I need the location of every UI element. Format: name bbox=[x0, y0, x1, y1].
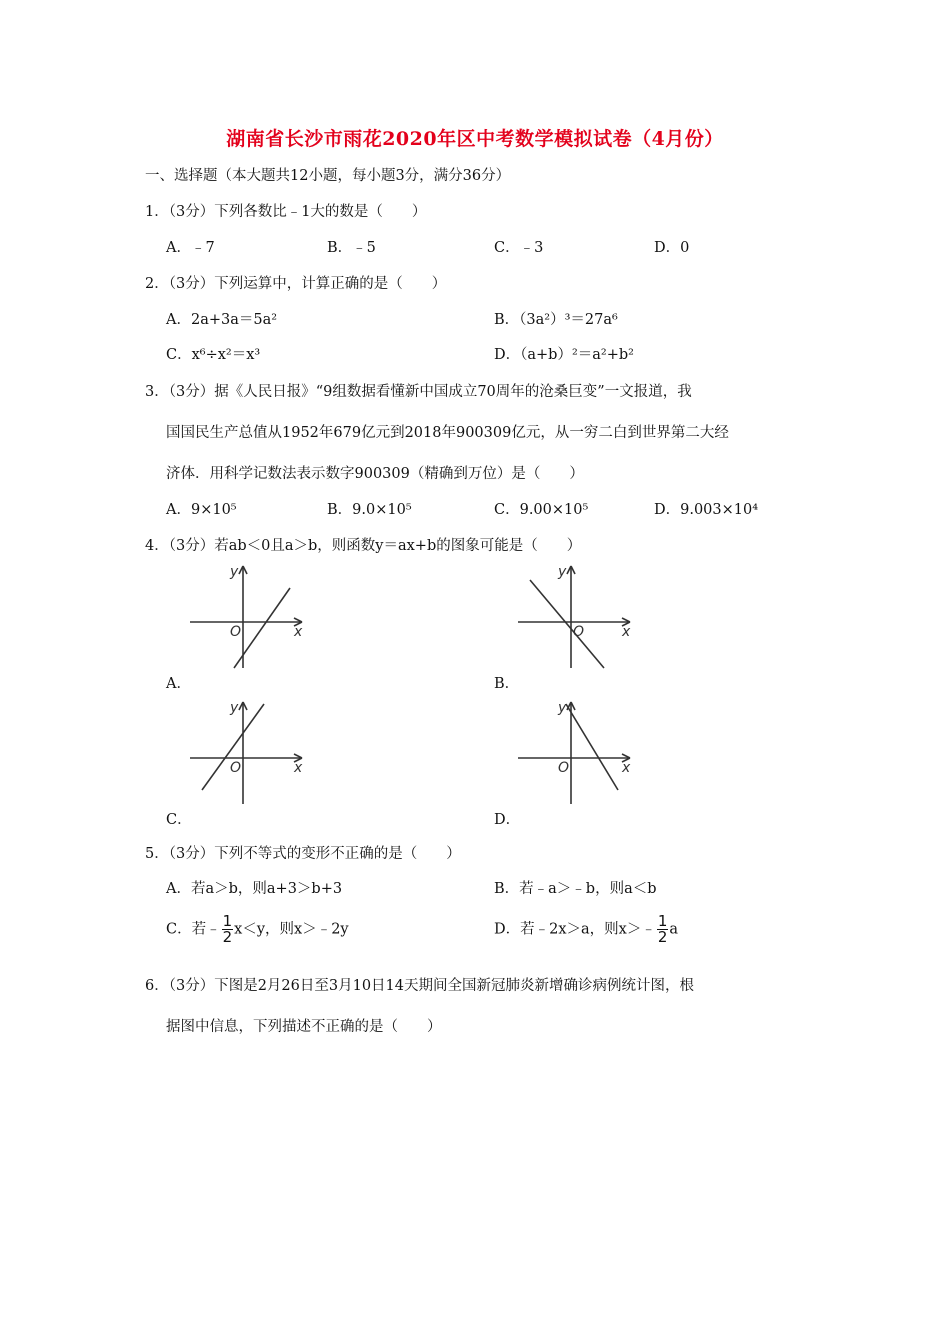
q4-option-b-label: B． bbox=[494, 676, 520, 692]
graph-a bbox=[186, 560, 316, 672]
q5-option-c bbox=[166, 914, 349, 945]
page-title: 湖南省长沙市雨花2020年区中考数学模拟试卷（4月份） bbox=[226, 128, 724, 150]
function-line bbox=[202, 704, 264, 790]
question-6-line-2: 据图中信息，下列描述不正确的是（ ） bbox=[166, 1019, 442, 1035]
y-axis-label: y bbox=[558, 700, 567, 716]
question-3-line-2: 国国民生产总值从1952年679亿元到2018年900309亿元，从一穷二白到世界第二大经 bbox=[166, 425, 729, 441]
graph-b bbox=[514, 560, 644, 672]
q2-option-a: A．2a+3a＝5a² bbox=[166, 312, 278, 328]
q4-option-d-label: D． bbox=[494, 812, 521, 828]
origin-label: O bbox=[573, 624, 585, 640]
graph-c bbox=[186, 696, 316, 808]
origin-label: O bbox=[230, 624, 242, 640]
q5-option-d-suffix: a bbox=[669, 921, 679, 938]
q1-option-c: C．﹣3 bbox=[494, 240, 544, 256]
q2-option-b: B．（3a²）³＝27a⁶ bbox=[494, 312, 618, 328]
q1-option-d: D．0 bbox=[654, 240, 690, 256]
q5-option-a: A．若a＞b，则a+3＞b+3 bbox=[166, 881, 343, 897]
q2-option-d: D．（a+b）²＝a²+b² bbox=[494, 347, 634, 363]
y-axis-label: y bbox=[230, 700, 239, 716]
q1-option-a: A．﹣7 bbox=[166, 240, 215, 256]
origin-label: O bbox=[558, 760, 570, 776]
graph-d bbox=[514, 696, 644, 808]
x-axis-label: x bbox=[622, 760, 631, 776]
q3-option-c: C．9.00×10⁵ bbox=[494, 502, 589, 518]
q3-option-d: D．9.003×10⁴ bbox=[654, 502, 759, 518]
q5-option-d bbox=[494, 914, 678, 945]
section-heading: 一、选择题（本大题共12小题，每小题3分，满分36分） bbox=[145, 168, 511, 184]
x-axis-label: x bbox=[294, 624, 303, 640]
question-2-stem: 2．（3分）下列运算中，计算正确的是（ ） bbox=[145, 276, 447, 292]
fraction-one-half: $\frac{1}{2}$ bbox=[222, 912, 233, 946]
q3-option-a: A．9×10⁵ bbox=[166, 502, 237, 518]
question-3-line-1: 3．（3分）据《人民日报》“9组数据看懂新中国成立70周年的沧桑巨变”一文报道，我 bbox=[145, 384, 692, 400]
question-3-line-3: 济体．用科学记数法表示数字900309（精确到万位）是（ ） bbox=[166, 466, 584, 482]
q4-option-a-label: A． bbox=[166, 676, 191, 692]
question-6-line-1: 6．（3分）下图是2月26日至3月10日14天期间全国新冠肺炎新增确诊病例统计图，根 bbox=[145, 978, 695, 994]
x-axis-label: x bbox=[294, 760, 303, 776]
q4-option-c-label: C． bbox=[166, 812, 192, 828]
question-4-stem: 4．（3分）若ab＜0且a＞b，则函数y＝ax+b的图象可能是（ ） bbox=[145, 538, 582, 554]
function-line bbox=[566, 704, 618, 790]
y-axis-label: y bbox=[558, 564, 567, 580]
q5-option-c-suffix: x＜y，则x＞﹣2y bbox=[234, 921, 349, 938]
q5-option-c-prefix: C．若﹣ bbox=[166, 921, 221, 938]
q2-option-c: C．x⁶÷x²＝x³ bbox=[166, 347, 261, 363]
question-1-stem: 1．（3分）下列各数比﹣1大的数是（ ） bbox=[145, 204, 427, 220]
x-axis-label: x bbox=[622, 624, 631, 640]
origin-label: O bbox=[230, 760, 242, 776]
q5-option-d-prefix: D．若﹣2x＞a，则x＞﹣ bbox=[494, 921, 656, 938]
y-axis-label: y bbox=[230, 564, 239, 580]
q1-option-b: B．﹣5 bbox=[327, 240, 376, 256]
q5-option-b: B．若﹣a＞﹣b，则a＜b bbox=[494, 881, 657, 897]
q3-option-b: B．9.0×10⁵ bbox=[327, 502, 412, 518]
question-5-stem: 5．（3分）下列不等式的变形不正确的是（ ） bbox=[145, 846, 461, 862]
fraction-one-half: $\frac{1}{2}$ bbox=[657, 912, 668, 946]
function-line bbox=[530, 580, 604, 668]
